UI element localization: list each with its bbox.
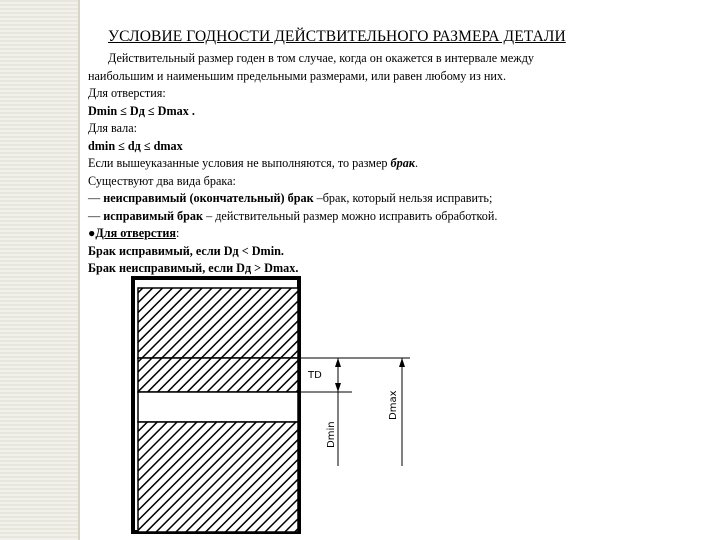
hole-heading: Для отверстия:: [88, 86, 166, 100]
dmax-label: Dmax: [388, 390, 399, 420]
defect-end: .: [414, 156, 419, 170]
hole-case-line: [88, 225, 688, 243]
side-bar-edge: [78, 0, 80, 540]
defect-text: Если вышеуказанные условия не выполняются, то размер: [88, 156, 391, 170]
kind-2-rest: – действительный размер можно исправить обработкой.: [203, 208, 498, 223]
tolerance-zone: [138, 358, 298, 392]
dmin-arrow: [335, 383, 341, 392]
lower-hatched-region: [138, 422, 298, 532]
paragraph-line-1: Действительный размер годен в том случае, когда он окажется в интервале между: [108, 51, 535, 65]
paragraph-line-2: наибольшим и наименьшим предельными размерами, или равен любому из них.: [88, 68, 506, 83]
td-arrow: [335, 358, 341, 367]
hole-case-label: Для отверстия: [95, 226, 176, 240]
shaft-heading: Для вала:: [88, 121, 138, 135]
dmin-label: Dmin: [326, 421, 337, 448]
defect-emphasis: брак: [390, 156, 415, 170]
upper-hatched-region: [138, 288, 298, 358]
defect-condition-line: [88, 155, 688, 173]
slide-title: УСЛОВИЕ ГОДНОСТИ ДЕЙСТВИТЕЛЬНОГО РАЗМЕРА ДЕТАЛИ: [108, 28, 566, 45]
td-label: TD: [308, 370, 322, 381]
kinds-line: Существуют два вида брака:: [88, 173, 236, 188]
shaft-formula: dmin ≤ dд ≤ dmax: [88, 138, 183, 153]
dmax-arrow: [399, 358, 405, 367]
unfixable-line: Брак неисправимый, если Dд > Dmax.: [88, 261, 299, 275]
tolerance-diagram: [130, 270, 430, 540]
hole-formula: Dmin ≤ Dд ≤ Dmax .: [88, 103, 195, 118]
bullet-icon: ●: [88, 226, 96, 240]
kind-1-rest: –брак, который нельзя исправить;: [313, 191, 493, 205]
kind-1-term: неисправимый (окончательный) брак: [103, 191, 314, 205]
body-text: [88, 50, 688, 278]
kind-2-term: исправимый брак: [103, 208, 204, 223]
kind-1-dash: —: [88, 191, 104, 205]
kind-1-line: [88, 190, 688, 208]
hole-case-colon: :: [175, 226, 180, 240]
kind-2-dash: —: [88, 208, 104, 223]
fixable-line: Брак исправимый, если Dд < Dmin.: [88, 243, 284, 258]
hole-gap: [138, 392, 298, 422]
kind-2-line: [88, 208, 688, 226]
decorative-side-bar: [0, 0, 80, 540]
